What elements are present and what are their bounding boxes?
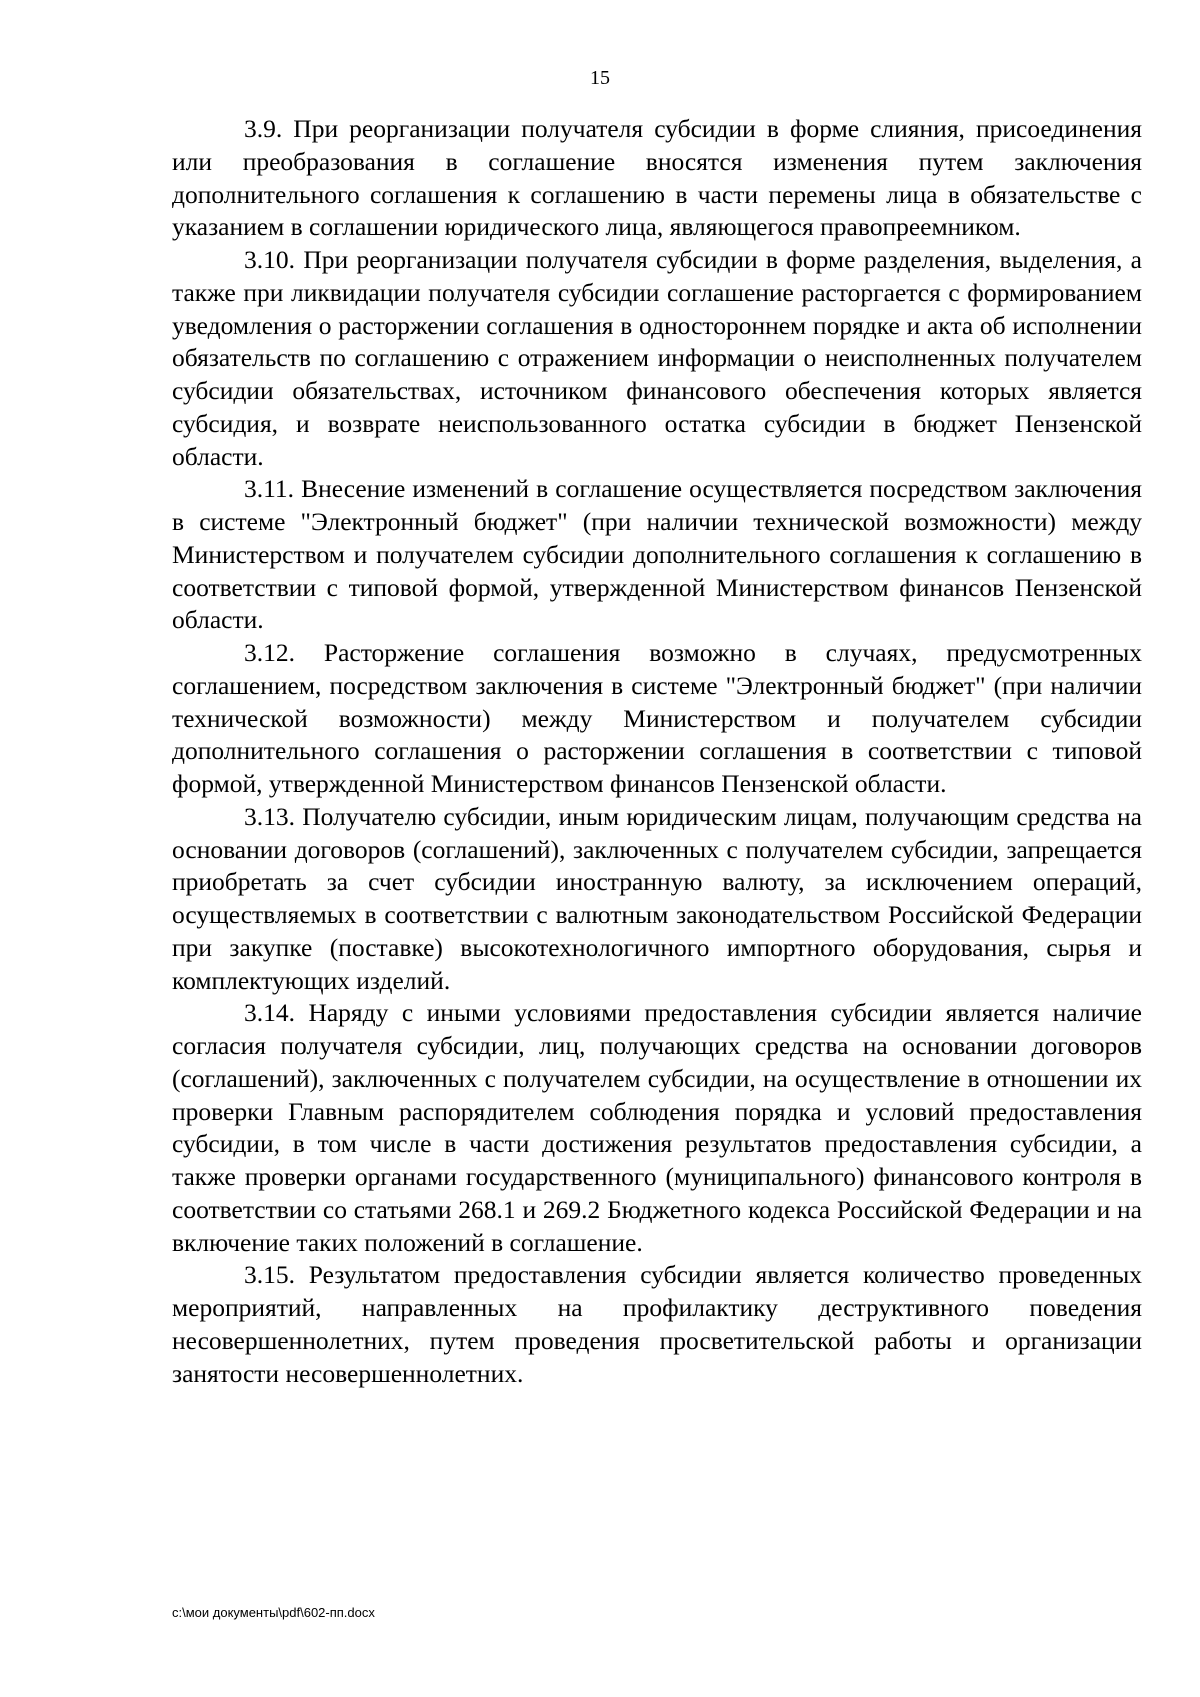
paragraph-3-14: 3.14. Наряду с иными условиями предоставления субсидии является наличие согласия получателя субсидии, лиц, получающих средства на основании договоров (соглашений), заключенных с получателем субсидии, на осуществление в отношении их проверки Главным распорядителем соблюдения порядка и условий предоставления субсидии, в том числе в части достижения результатов предоставления субсидии, а также проверки органами государственного (муниципального) финансового контроля в соответствии со статьями 268.1 и 269.2 Бюджетного кодекса Российской Федерации и на включение таких положений в соглашение.: [172, 998, 1142, 1257]
paragraph-3-12: 3.12. Расторжение соглашения возможно в случаях, предусмотренных соглашением, посредством заключения в системе "Электронный бюджет" (при наличии технической возможности) между Министерством и получателем субсидии дополнительного соглашения о расторжении соглашения в соответствии с типовой формой, утвержденной Министерством финансов Пензенской области.: [172, 638, 1142, 798]
footer-file-path: c:\мои документы\pdf\602-пп.docx: [172, 1605, 375, 1620]
paragraph-3-10: 3.10. При реорганизации получателя субсидии в форме разделения, выделения, а также при ликвидации получателя субсидии соглашение расторгается с формированием уведомления о расторжении соглашения в одностороннем порядке и акта об исполнении обязательств по соглашению с отражением информации о неисполненных получателем субсидии обязательствах, источником финансового обеспечения которых является субсидия, и возврате неиспользованного остатка субсидии в бюджет Пензенской области.: [172, 245, 1142, 471]
paragraph-3-11: 3.11. Внесение изменений в соглашение осуществляется посредством заключения в системе "Электронный бюджет" (при наличии технической возможности) между Министерством и получателем субсидии дополнительного соглашения к соглашению в соответствии с типовой формой, утвержденной Министерством финансов Пензенской области.: [172, 474, 1142, 635]
document-body: [172, 113, 1142, 1390]
paragraph-3-9: 3.9. При реорганизации получателя субсидии в форме слияния, присоединения или преобразования в соглашение вносятся изменения путем заключения дополнительного соглашения к соглашению в части перемены лица в обязательстве с указанием в соглашении юридического лица, являющегося правопреемником.: [172, 114, 1142, 242]
page-number: 15: [590, 67, 610, 89]
paragraph-3-13: 3.13. Получателю субсидии, иным юридическим лицам, получающим средства на основании договоров (соглашений), заключенных с получателем субсидии, запрещается приобретать за счет субсидии иностранную валюту, за исключением операций, осуществляемых в соответствии с валютным законодательством Российской Федерации при закупке (поставке) высокотехнологичного импортного оборудования, сырья и комплектующих изделий.: [172, 801, 1142, 995]
paragraph-3-15: 3.15. Результатом предоставления субсидии является количество проведенных мероприятий, направленных на профилактику деструктивного поведения несовершеннолетних, путем проведения просветительской работы и организации занятости несовершеннолетних.: [172, 1260, 1142, 1388]
